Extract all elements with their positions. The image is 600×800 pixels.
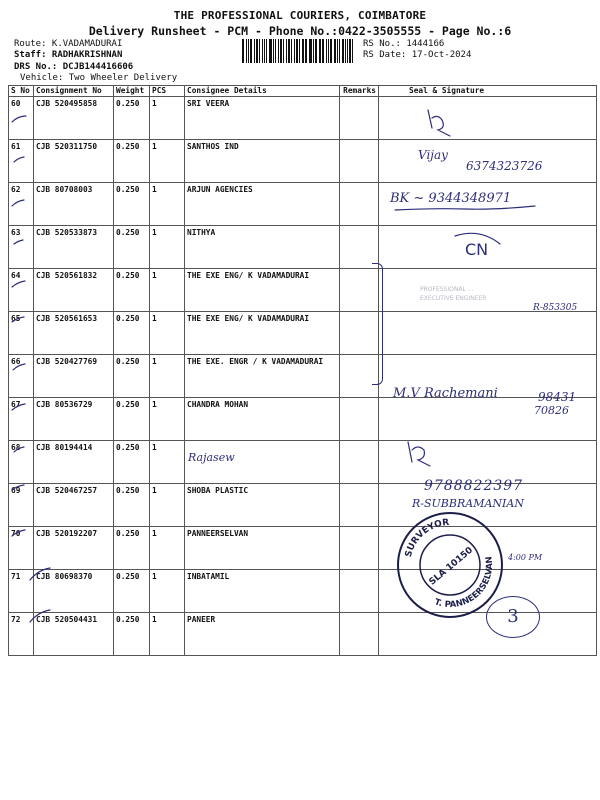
row-weight: 0.250 [114,398,150,441]
row-consignee: NITHYA [185,226,340,269]
row-consignment-no: CJB 80194414 [34,441,114,484]
row-sno: 64 [9,269,34,312]
row-consignment-no: CJB 520504431 [34,613,114,656]
handwritten-note-r65: R-853305 [533,303,578,313]
row-consignee: SANTHOS IND [185,140,340,183]
row-consignee: INBATAMIL [185,570,340,613]
handwritten-time-r71: 4:00 PM [508,553,543,562]
row-weight: 0.250 [114,97,150,140]
row-sno: 69 [9,484,34,527]
row-pcs: 1 [150,97,185,140]
row-consignment-no: CJB 80698370 [34,570,114,613]
row-sno: 72 [9,613,34,656]
handwritten-signature-r62: BK ~ 9344348971 [390,191,512,206]
row-pcs: 1 [150,570,185,613]
row-sno: 70 [9,527,34,570]
row-weight: 0.250 [114,484,150,527]
row-sno: 61 [9,140,34,183]
row-consignee: PANNEERSELVAN [185,527,340,570]
row-pcs: 1 [150,140,185,183]
col-header-remarks: Remarks [340,86,379,97]
faint-stamp-line-1: PROFESSIONAL ... [420,286,474,293]
row-consignee: THE EXE ENG/ K VADAMADURAI [185,269,340,312]
row-weight: 0.250 [114,269,150,312]
row-pcs: 1 [150,355,185,398]
row-consignee: CHANDRA MOHAN [185,398,340,441]
seal-bottom-text: T. PANNEERSELVAN [433,555,496,611]
row-pcs: 1 [150,484,185,527]
row-pcs: 1 [150,312,185,355]
row-consignment-no: CJB 520561832 [34,269,114,312]
row-weight: 0.250 [114,140,150,183]
svg-text:T. PANNEERSELVAN [430,552,505,620]
rs-date: RS Date: 17-Oct-2024 [363,50,472,60]
handwritten-bracket [372,263,383,385]
row-consignee: PANEER [185,613,340,656]
row-consignment-no: CJB 520467257 [34,484,114,527]
row-weight: 0.250 [114,527,150,570]
row-consignment-no: CJB 520427769 [34,355,114,398]
runsheet-subtitle: Delivery Runsheet - PCM - Phone No.:0422-3505555 - Page No.:6 [88,24,512,38]
row-weight: 0.250 [114,226,150,269]
row-consignment-no: CJB 520311750 [34,140,114,183]
row-consignee: SRI VEERA [185,97,340,140]
row-weight: 0.250 [114,441,150,484]
handwritten-name-r67: M.V Rachemani [393,386,498,401]
row-pcs: 1 [150,398,185,441]
row-sno: 66 [9,355,34,398]
col-header-pcs: PCS [150,86,185,97]
row-weight: 0.250 [114,570,150,613]
col-header-consignment: Consignment No [34,86,114,97]
staff-label: Staff: RADHAKRISHNAN [14,50,123,60]
row-consignee: ARJUN AGENCIES [185,183,340,226]
handwritten-initials-r63: CN [465,240,489,259]
row-weight: 0.250 [114,183,150,226]
col-header-sno: S No [9,86,34,97]
row-consignment-no: CJB 520533873 [34,226,114,269]
row-consignment-no: CJB 80536729 [34,398,114,441]
row-sno: 67 [9,398,34,441]
row-pcs: 1 [150,527,185,570]
row-pcs: 1 [150,226,185,269]
handwritten-phone1-r67: 98431 [538,390,577,404]
route-label: Route: K.VADAMADURAI [14,39,123,49]
row-sno: 68 [9,441,34,484]
seal-center-text: SLA 10150 [427,545,476,588]
row-sno: 63 [9,226,34,269]
col-header-consignee: Consignee Details [185,86,340,97]
handwritten-name-r70: R-SUBBRAMANIAN [412,497,524,510]
row-consignee: THE EXE ENG/ K VADAMADURAI [185,312,340,355]
col-header-seal: Seal & Signature [379,86,597,97]
row-weight: 0.250 [114,613,150,656]
row-sno: 71 [9,570,34,613]
rs-number: RS No.: 1444166 [363,39,445,49]
handwritten-phone-r61: 6374323726 [466,159,543,173]
row-weight: 0.250 [114,355,150,398]
seal-top-text: SURVEYOR [403,517,450,559]
handwritten-phone2-r67: 70826 [534,404,569,417]
vehicle-label: Vehicle: Two Wheeler Delivery [20,73,178,83]
row-consignment-no: CJB 520495858 [34,97,114,140]
company-title: THE PROFESSIONAL COURIERS, COIMBATORE [173,9,427,22]
row-pcs: 1 [150,269,185,312]
faint-stamp-line-2: EXECUTIVE ENGINEER [420,295,487,302]
row-consignment-no: CJB 520192207 [34,527,114,570]
drs-number: DRS No.: DCJB144416606 [14,62,134,72]
row-pcs: 1 [150,183,185,226]
handwritten-phone-r69: 9788822397 [424,478,524,494]
handwritten-circled-mark: 3 [486,596,540,638]
handwritten-name-r61: Vijay [418,148,448,162]
row-sno: 62 [9,183,34,226]
row-consignment-no: CJB 80708003 [34,183,114,226]
row-pcs: 1 [150,613,185,656]
row-sno: 60 [9,97,34,140]
row-pcs: 1 [150,441,185,484]
col-header-weight: Weight [114,86,150,97]
row-weight: 0.250 [114,312,150,355]
surveyor-seal [395,510,505,620]
handwritten-name-r68: Rajasew [188,451,235,464]
row-consignee: THE EXE. ENGR / K VADAMADURAI [185,355,340,398]
row-consignee: SHOBA PLASTIC [185,484,340,527]
row-sno: 65 [9,312,34,355]
row-consignment-no: CJB 520561653 [34,312,114,355]
